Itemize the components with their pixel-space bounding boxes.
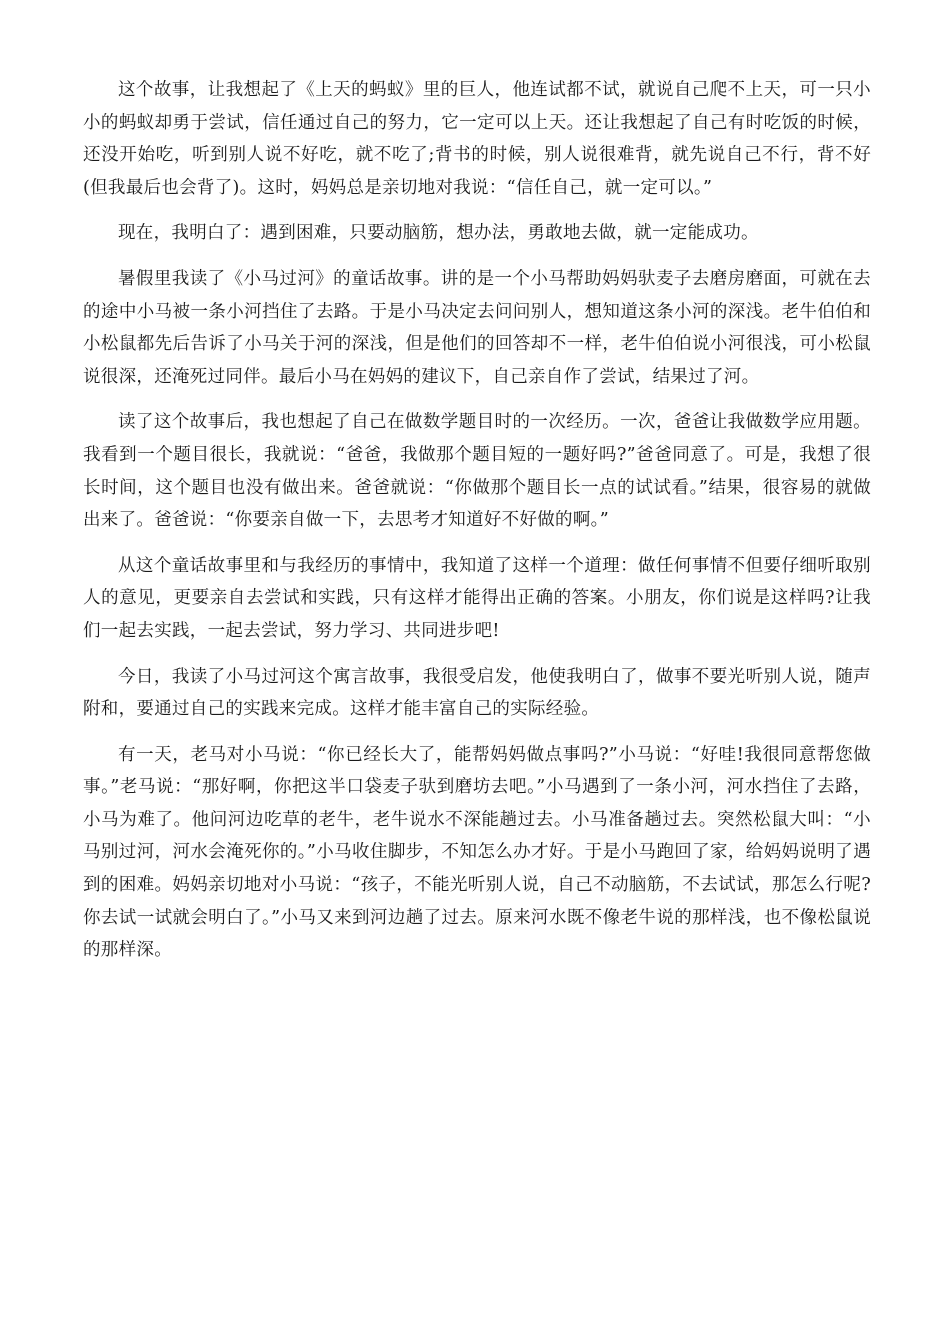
paragraph-5: 从这个童话故事里和与我经历的事情中，我知道了这样一个道理：做任何事情不但要仔细听取别人的意见，更要亲自去尝试和实践，只有这样才能得出正确的答案。小朋友，你们说是这样吗?让我们一起去实践，一起去尝试，努力学习、共同进步吧!: [83, 555, 871, 641]
paragraph-4: 读了这个故事后，我也想起了自己在做数学题目时的一次经历。一次，爸爸让我做数学应用题。我看到一个题目很长，我就说：“爸爸，我做那个题目短的一题好吗?”爸爸同意了。可是，我想了很长时间，这个题目也没有做出来。爸爸就说：“你做那个题目长一点的试试看。”结果，很容易的就做出来了。爸爸说：“你要亲自做一下，去思考才知道好不好做的啊。”: [83, 412, 871, 531]
paragraph-1: 这个故事，让我想起了《上天的蚂蚁》里的巨人，他连试都不试，就说自己爬不上天，可一只小小的蚂蚁却勇于尝试，信任通过自己的努力，它一定可以上天。还让我想起了自己有时吃饭的时候，还没开始吃，听到别人说不好吃，就不吃了;背书的时候，别人说很难背，就先说自己不行，背不好(但我最后也会背了)。这时，妈妈总是亲切地对我说：“信任自己，就一定可以。”: [83, 80, 871, 198]
paragraph-3: 暑假里我读了《小马过河》的童话故事。讲的是一个小马帮助妈妈驮麦子去磨房磨面，可就在去的途中小马被一条小河挡住了去路。于是小马决定去问问别人，想知道这条小河的深浅。老牛伯伯和小松鼠都先后告诉了小马关于河的深浅，但是他们的回答却不一样，老牛伯伯说小河很浅，可小松鼠说很深，还淹死过同伴。最后小马在妈妈的建议下，自己亲自作了尝试，结果过了河。: [83, 268, 871, 387]
document-body: [83, 74, 871, 980]
paragraph-7: 有一天，老马对小马说：“你已经长大了，能帮妈妈做点事吗?”小马说：“好哇!我很同意帮您做事。”老马说：“那好啊，你把这半口袋麦子驮到磨坊去吧。”小马遇到了一条小河，河水挡住了去路，小马为难了。他问河边吃草的老牛，老牛说水不深能趟过去。小马准备趟过去。突然松鼠大叫：“小马别过河，河水会淹死你的。”小马收住脚步，不知怎么办才好。于是小马跑回了家，给妈妈说明了遇到的困难。妈妈亲切地对小马说：“孩子，不能光听别人说，自己不动脑筋，不去试试，那怎么行呢?你去试一试就会明白了。”小马又来到河边趟了过去。原来河水既不像老牛说的那样浅，也不像松鼠说的那样深。: [83, 744, 871, 961]
paragraph-2: 现在，我明白了：遇到困难，只要动脑筋，想办法，勇敢地去做，就一定能成功。: [118, 223, 759, 244]
paragraph-6: 今日，我读了小马过河这个寓言故事，我很受启发，他使我明白了，做事不要光听别人说，随声附和，要通过自己的实践来完成。这样才能丰富自己的实际经验。: [83, 666, 871, 720]
